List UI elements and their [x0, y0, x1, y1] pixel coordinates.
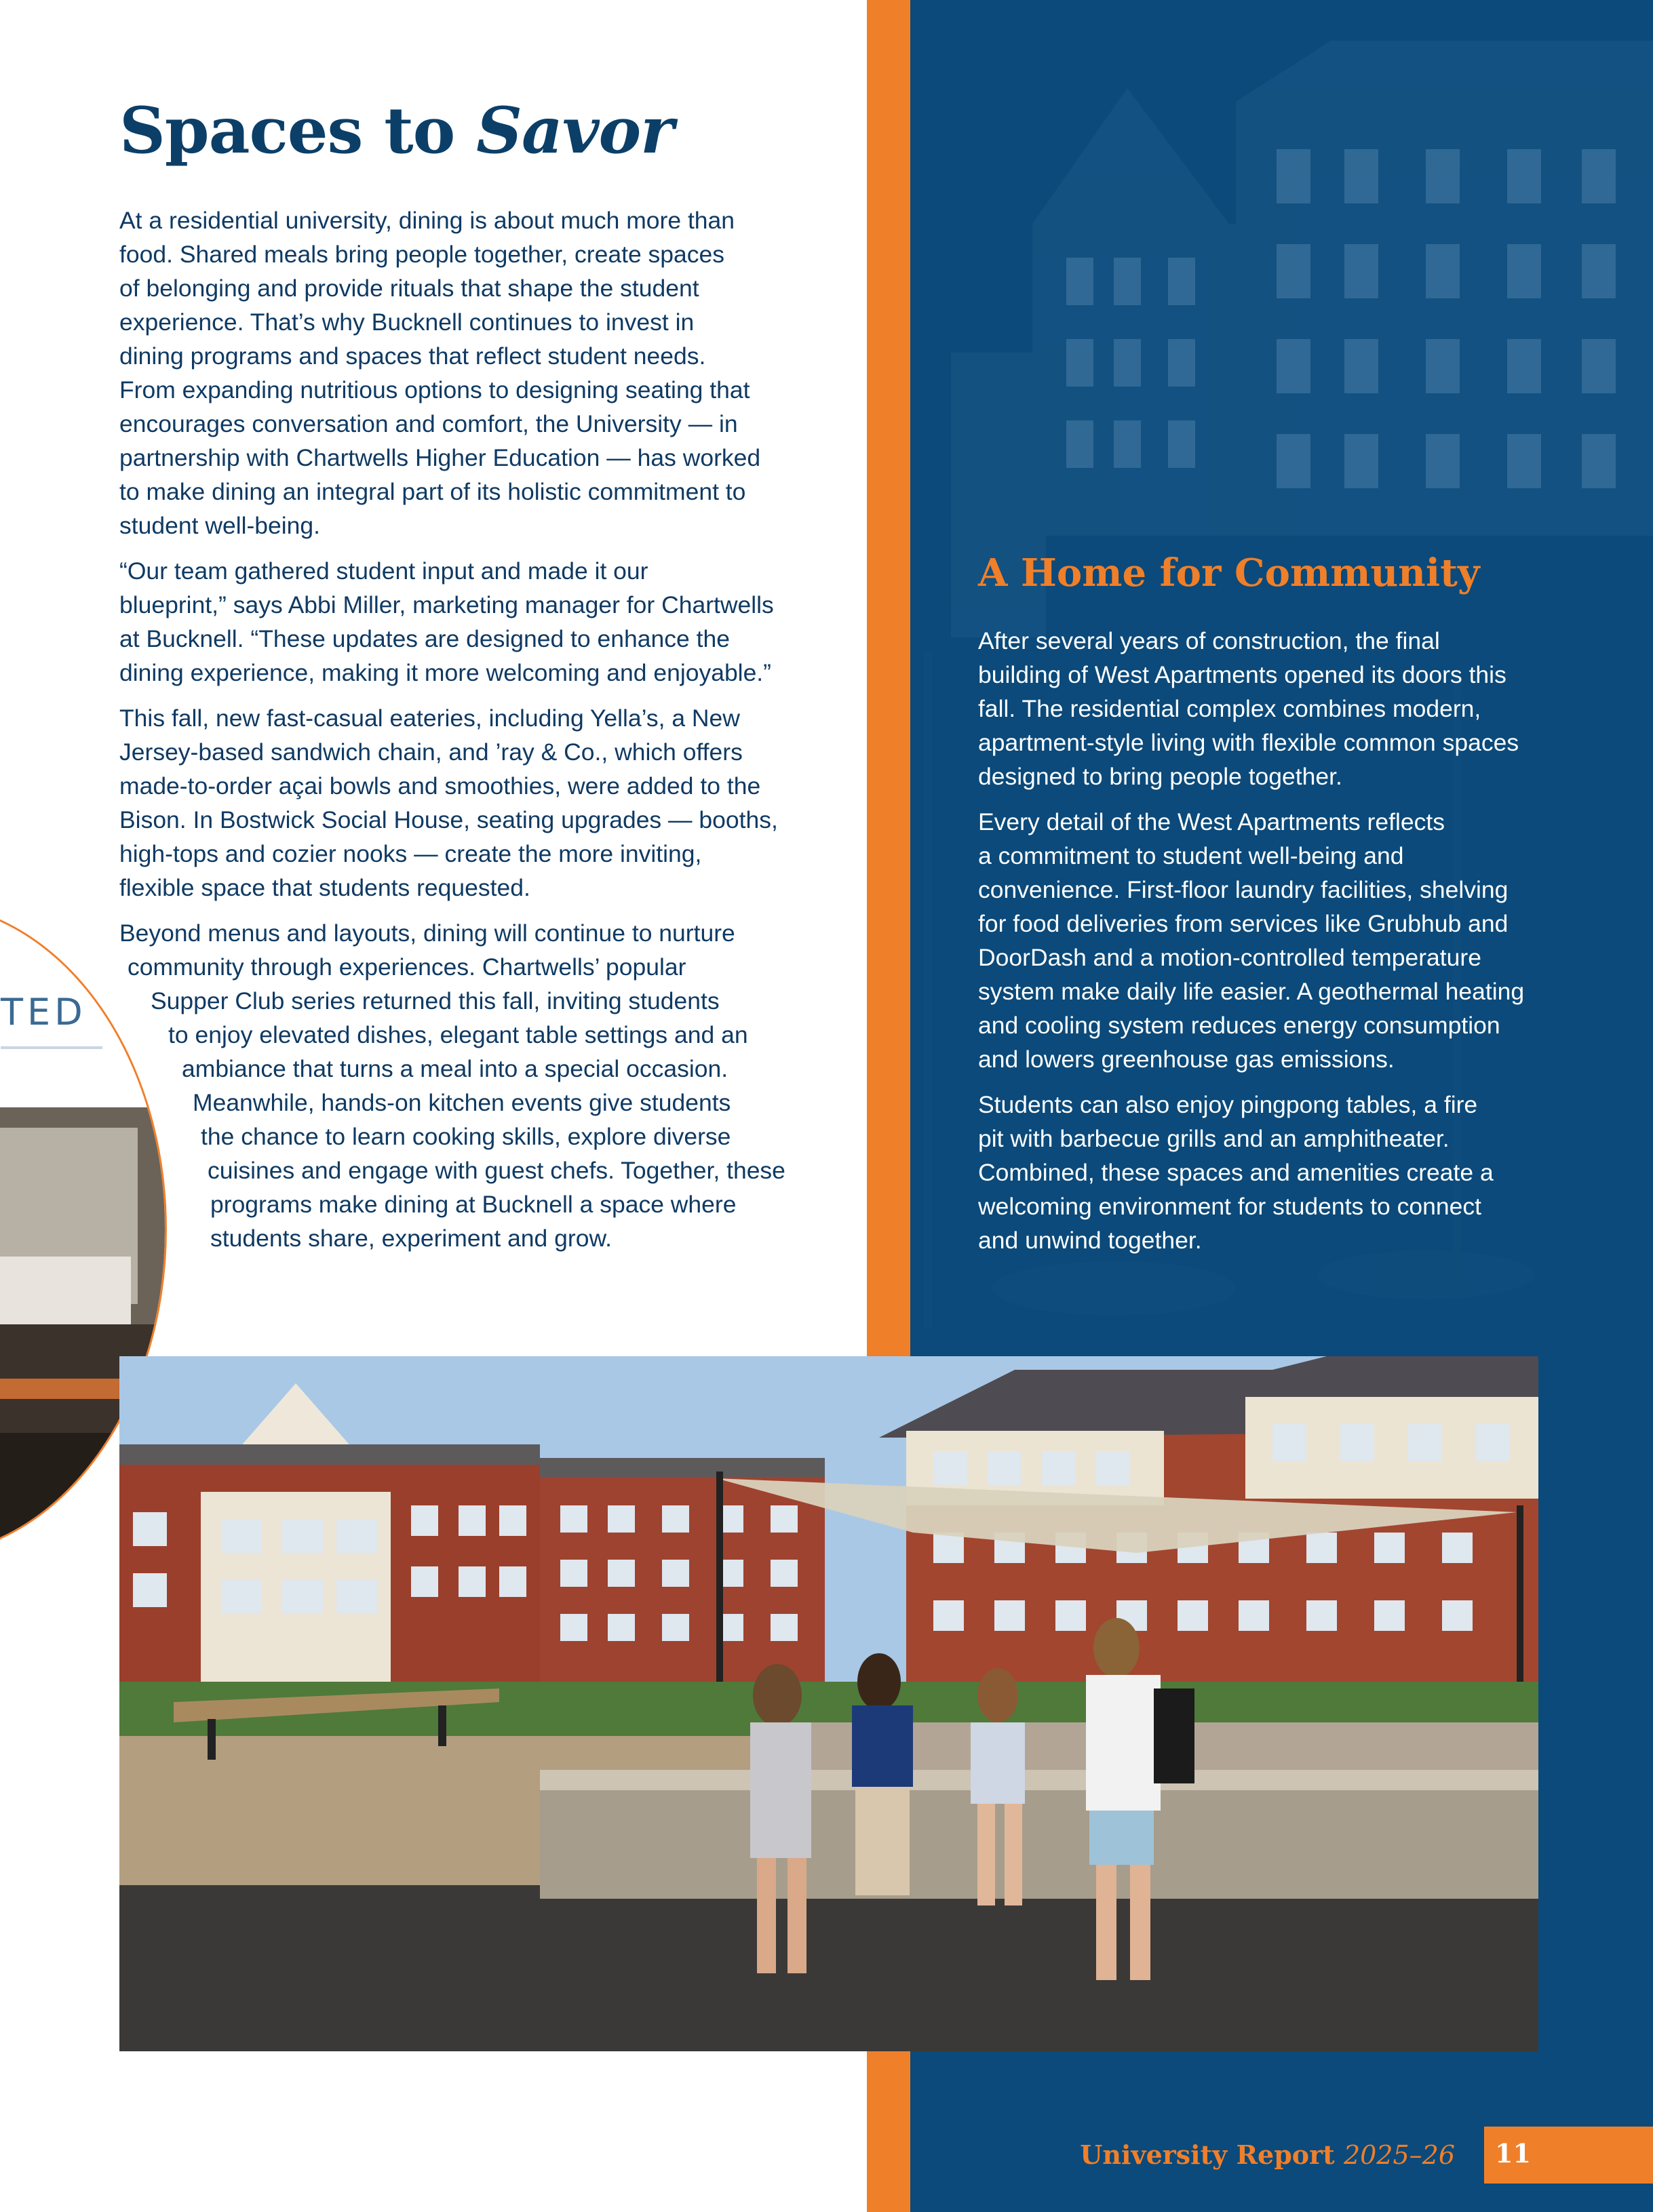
footer-label-year: 2025–26	[1343, 2140, 1455, 2170]
text-line: to enjoy elevated dishes, elegant table settings and an	[168, 1021, 748, 1048]
left-paragraph-4	[119, 916, 804, 1255]
text-line: Combined, these spaces and amenities create a	[978, 1159, 1494, 1186]
text-line: Jersey-based sandwich chain, and ’ray & Co., which offers	[119, 738, 743, 766]
text-line: Every detail of the West Apartments reflects	[978, 808, 1445, 835]
title-italic: Savor	[476, 94, 674, 168]
text-line: made-to-order açai bowls and smoothies, were added to the	[119, 772, 761, 799]
text-line: Meanwhile, hands-on kitchen events give students	[193, 1089, 731, 1116]
text-line: partnership with Chartwells Higher Education — has worked	[119, 444, 761, 471]
text-line: community through experiences. Chartwells’ popular	[128, 953, 686, 981]
right-paragraph-1	[978, 624, 1589, 793]
text-line: At a residential university, dining is about much more than	[119, 207, 735, 234]
text-line: After several years of construction, the final	[978, 627, 1440, 654]
courtyard-photo	[119, 1356, 1538, 2051]
text-line: experience. That’s why Bucknell continues to invest in	[119, 309, 695, 336]
text-line: cuisines and engage with guest chefs. Together, these	[208, 1157, 785, 1184]
text-line: From expanding nutritious options to designing seating that	[119, 376, 750, 403]
right-paragraph-2	[978, 805, 1589, 1076]
text-line: students share, experiment and grow.	[210, 1225, 612, 1252]
text-line: to make dining an integral part of its holistic commitment to	[119, 478, 746, 505]
left-article-column	[119, 203, 804, 1267]
text-line: of belonging and provide rituals that shape the student	[119, 275, 699, 302]
text-line: system make daily life easier. A geothermal heating	[978, 978, 1525, 1005]
text-line: “Our team gathered student input and made it our	[119, 557, 648, 585]
text-line: a commitment to student well-being and	[978, 842, 1404, 869]
text-line: blueprint,” says Abbi Miller, marketing manager for Chartwells	[119, 591, 774, 618]
text-line: flexible space that students requested.	[119, 874, 530, 901]
text-line: the chance to learn cooking skills, explore diverse	[201, 1123, 731, 1150]
text-line: DoorDash and a motion-controlled temperature	[978, 944, 1481, 971]
text-line: ambiance that turns a meal into a special occasion.	[182, 1055, 728, 1082]
text-line: building of West Apartments opened its doors this	[978, 661, 1506, 688]
text-line: welcoming environment for students to connect	[978, 1193, 1481, 1220]
page-title	[119, 94, 674, 168]
text-line: Supper Club series returned this fall, inviting students	[151, 987, 720, 1014]
page-number: 11	[1495, 2138, 1531, 2169]
text-line: Students can also enjoy pingpong tables, a fire	[978, 1091, 1478, 1118]
text-line: fall. The residential complex combines modern,	[978, 695, 1481, 722]
text-line: student well-being.	[119, 512, 321, 539]
right-section-heading: A Home for Community	[978, 551, 1480, 595]
text-line: encourages conversation and comfort, the University — in	[119, 410, 738, 437]
text-line: food. Shared meals bring people together, create spaces	[119, 241, 725, 268]
left-paragraph-2	[119, 554, 804, 690]
footer-label-plain: University Report	[1080, 2139, 1344, 2170]
text-line: apartment-style living with flexible common spaces	[978, 729, 1519, 756]
text-line: high-tops and cozier nooks — create the more inviting,	[119, 840, 702, 867]
text-line: Beyond menus and layouts, dining will continue to nurture	[119, 920, 735, 947]
footer-publication-label	[1080, 2139, 1455, 2170]
title-plain: Spaces to	[119, 94, 477, 168]
text-line: programs make dining at Bucknell a space where	[210, 1191, 737, 1218]
left-paragraph-3	[119, 701, 804, 905]
text-line: convenience. First-floor laundry facilities, shelving	[978, 876, 1509, 903]
circle-sign-text: TED	[1, 991, 87, 1033]
text-line: Bison. In Bostwick Social House, seating upgrades — booths,	[119, 806, 778, 833]
text-line: and unwind together.	[978, 1227, 1202, 1254]
text-line: at Bucknell. “These updates are designed to enhance the	[119, 625, 730, 652]
right-article-column	[978, 624, 1589, 1269]
text-line: pit with barbecue grills and an amphitheater.	[978, 1125, 1450, 1152]
text-line: for food deliveries from services like Grubhub and	[978, 910, 1509, 937]
right-paragraph-3	[978, 1088, 1589, 1257]
text-line: designed to bring people together.	[978, 763, 1342, 790]
text-line: and cooling system reduces energy consumption	[978, 1012, 1500, 1039]
text-line: This fall, new fast-casual eateries, including Yella’s, a New	[119, 705, 740, 732]
left-paragraph-1	[119, 203, 804, 542]
text-line: dining programs and spaces that reflect student needs.	[119, 342, 706, 370]
text-line: and lowers greenhouse gas emissions.	[978, 1046, 1395, 1073]
text-line: dining experience, making it more welcoming and enjoyable.”	[119, 659, 771, 686]
